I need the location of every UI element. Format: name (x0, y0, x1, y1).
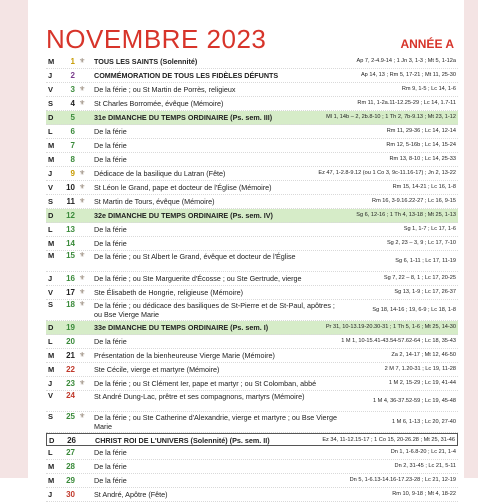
readings-reference: Rm 16, 3-9.16.22-27 ; Lc 16, 9-15 (372, 198, 456, 204)
readings-reference: Sg 18, 14-16 ; 19, 6-9 ; Lc 18, 1-8 (372, 307, 456, 313)
day-number: 9 (70, 169, 75, 178)
month-title: NOVEMBRE 2023 (46, 24, 267, 54)
day-row (46, 300, 458, 321)
saint-icon: ⚜ (79, 252, 86, 259)
celebration-text: Ste Cécile, vierge et martyre (Mémoire) (94, 365, 220, 374)
celebration-text: De la férie ; ou Ste Marguerite d'Écosse ; ou Ste Gertrude, vierge (94, 274, 302, 283)
weekday-letter: M (48, 365, 55, 374)
saint-icon: ⚜ (79, 86, 86, 93)
day-row (46, 474, 458, 488)
day-row (46, 335, 458, 349)
weekday-letter: L (48, 448, 53, 457)
day-row (46, 391, 458, 412)
celebration-text: De la férie (94, 337, 127, 346)
day-number: 23 (66, 379, 75, 388)
day-row (46, 237, 458, 251)
saint-icon: ⚜ (79, 184, 86, 191)
day-number: 25 (66, 412, 75, 421)
weekday-letter: M (48, 462, 55, 471)
celebration-text: COMMÉMORATION DE TOUS LES FIDÈLES DÉFUNTS (94, 71, 279, 80)
readings-reference: Dn 2, 31-45 ; Lc 21, 5-11 (394, 463, 456, 469)
celebration-text: De la férie ; ou dédicace des basiliques de St-Pierre et de St-Paul, apôtres ; ou Bse Vierge Marie (94, 301, 335, 319)
readings-reference: Rm 13, 8-10 ; Lc 14, 25-33 (389, 156, 456, 162)
weekday-letter: J (48, 274, 53, 283)
day-row (46, 321, 458, 335)
readings-reference: Sg 6, 12-16 ; 1 Th 4, 13-18 ; Mt 25, 1-13 (356, 212, 456, 218)
celebration-text: De la férie (94, 155, 127, 164)
day-number: 5 (70, 113, 75, 122)
day-row (46, 223, 458, 237)
celebration-text: 32e DIMANCHE DU TEMPS ORDINAIRE (Ps. sem. IV) (94, 211, 273, 220)
day-number: 15 (66, 251, 75, 260)
readings-reference: Ap 14, 13 ; Rm 5, 17-21 ; Mt 11, 25-30 (360, 72, 456, 78)
celebration-text: St Martin de Tours, évêque (Mémoire) (94, 197, 215, 206)
celebration-text: De la férie (94, 476, 127, 485)
left-margin-band (0, 0, 28, 478)
day-row (46, 83, 458, 97)
readings-reference: Sg 2, 23 – 3, 9 ; Lc 17, 7-10 (386, 240, 456, 246)
readings-reference: Pr 31, 10-13.19-20.30-31 ; 1 Th 5, 1-6 ; Mt 25, 14-30 (325, 324, 456, 330)
weekday-letter: S (48, 197, 54, 206)
readings-reference: Sg 7, 22 – 8, 1 ; Lc 17, 20-25 (383, 275, 456, 281)
celebration-text: De la férie ; ou St Martin de Porrès, religieux (94, 85, 236, 94)
weekday-letter: M (48, 476, 55, 485)
weekday-letter: M (48, 57, 55, 66)
day-number: 22 (66, 365, 75, 374)
day-row (46, 286, 458, 300)
saint-icon: ⚜ (79, 100, 86, 107)
day-row (46, 167, 458, 181)
weekday-letter: M (48, 239, 55, 248)
day-number: 27 (66, 448, 75, 457)
saint-icon: ⚜ (79, 380, 86, 387)
day-row (46, 97, 458, 111)
day-row (46, 488, 458, 502)
calendar-header (46, 24, 454, 54)
readings-reference: Ml 1, 14b – 2, 2b.8-10 ; 1 Th 2, 7b-9.13 ; Mt 23, 1-12 (326, 114, 456, 120)
day-number: 26 (67, 436, 76, 445)
weekday-letter: V (48, 391, 54, 400)
celebration-text: De la férie (94, 141, 127, 150)
readings-reference: Sg 6, 1-11 ; Lc 17, 11-19 (395, 258, 456, 264)
day-number: 7 (70, 141, 75, 150)
day-number: 8 (70, 155, 75, 164)
readings-reference: Za 2, 14-17 ; Mt 12, 46-50 (391, 352, 456, 358)
readings-reference: Ap 7, 2-4.9-14 ; 1 Jn 3, 1-3 ; Mt 5, 1-12a (356, 58, 456, 64)
celebration-text: Dédicace de la basilique du Latran (Fête) (94, 169, 226, 178)
liturgical-year: ANNÉE A (400, 37, 454, 51)
day-number: 14 (66, 239, 75, 248)
day-row (46, 125, 458, 139)
day-row (46, 55, 458, 69)
weekday-letter: L (48, 127, 53, 136)
day-row (46, 251, 458, 272)
celebration-text: St André Dung-Lac, prêtre et ses compagnons, martyrs (Mémoire) (94, 392, 305, 401)
day-number: 13 (66, 225, 75, 234)
celebration-text: De la férie (94, 127, 127, 136)
readings-reference: 2 M 7, 1.20-31 ; Lc 19, 11-28 (384, 366, 456, 372)
weekday-letter: D (48, 323, 54, 332)
day-row (46, 139, 458, 153)
weekday-letter: D (49, 436, 55, 445)
day-number: 10 (66, 183, 75, 192)
saint-icon: ⚜ (79, 352, 86, 359)
saint-icon: ⚜ (79, 275, 86, 282)
day-number: 11 (66, 197, 75, 206)
day-number: 16 (66, 274, 75, 283)
readings-reference: Ez 34, 11-12.15-17 ; 1 Co 15, 20-26.28 ; Mt 25, 31-46 (322, 437, 455, 443)
day-row (46, 446, 458, 460)
weekday-letter: V (48, 183, 54, 192)
celebration-text: De la férie (94, 239, 127, 248)
readings-reference: Sg 1, 1-7 ; Lc 17, 1-6 (403, 226, 456, 232)
celebration-text: St André, Apôtre (Fête) (94, 490, 168, 499)
celebration-text: De la férie ; ou St Clément Ier, pape et martyr ; ou St Colomban, abbé (94, 379, 317, 388)
weekday-letter: S (48, 412, 54, 421)
day-number: 6 (70, 127, 75, 136)
saint-icon: ⚜ (79, 58, 86, 65)
day-number: 1 (70, 57, 75, 66)
celebration-text: De la férie ; ou Ste Catherine d'Alexandrie, vierge et martyre ; ou Bse Vierge Marie (94, 413, 337, 431)
day-row (46, 460, 458, 474)
weekday-letter: V (48, 85, 54, 94)
day-row (46, 209, 458, 223)
celebration-text: De la férie (94, 225, 127, 234)
day-number: 12 (66, 211, 75, 220)
day-number: 21 (66, 351, 75, 360)
readings-reference: Dn 1, 1-6.8-20 ; Lc 21, 1-4 (390, 449, 456, 455)
day-row (46, 111, 458, 125)
celebration-text: TOUS LES SAINTS (Solennité) (94, 57, 198, 66)
day-row (46, 433, 458, 446)
saint-icon: ⚜ (79, 198, 86, 205)
day-row (46, 195, 458, 209)
saint-icon: ⚜ (79, 289, 86, 296)
day-number: 2 (70, 71, 75, 80)
readings-reference: Rm 12, 5-16b ; Lc 14, 15-24 (386, 142, 456, 148)
celebration-text: St Léon le Grand, pape et docteur de l'Église (Mémoire) (94, 183, 272, 192)
weekday-letter: S (48, 99, 54, 108)
celebration-text: CHRIST ROI DE L'UNIVERS (Solennité) (Ps. sem. II) (95, 436, 270, 445)
weekday-letter: J (48, 379, 53, 388)
day-number: 24 (66, 391, 75, 400)
weekday-letter: S (48, 300, 54, 309)
weekday-letter: J (48, 490, 53, 499)
weekday-letter: M (48, 351, 55, 360)
day-number: 30 (66, 490, 75, 499)
weekday-letter: V (48, 288, 54, 297)
weekday-letter: J (48, 169, 53, 178)
weekday-letter: M (48, 251, 55, 260)
celebration-text: Présentation de la bienheureuse Vierge Marie (Mémoire) (94, 351, 275, 360)
day-number: 4 (70, 99, 75, 108)
weekday-letter: M (48, 141, 55, 150)
day-row (46, 181, 458, 195)
day-number: 29 (66, 476, 75, 485)
readings-reference: 1 M 6, 1-13 ; Lc 20, 27-40 (391, 419, 456, 425)
day-number: 19 (66, 323, 75, 332)
readings-reference: Rm 10, 9-18 ; Mt 4, 18-22 (392, 491, 456, 497)
saint-icon: ⚜ (79, 301, 86, 308)
celebration-text: De la férie (94, 462, 127, 471)
day-row (46, 377, 458, 391)
readings-reference: 1 M 4, 36-37.52-59 ; Lc 19, 45-48 (372, 398, 456, 404)
readings-reference: Dn 5, 1-6.13-14.16-17.23-28 ; Lc 21, 12-19 (349, 477, 456, 483)
right-margin-band (464, 0, 478, 478)
readings-reference: Rm 15, 14-21 ; Lc 16, 1-8 (392, 184, 456, 190)
celebration-text: Ste Élisabeth de Hongrie, religieuse (Mémoire) (94, 288, 244, 297)
celebration-text: 31e DIMANCHE DU TEMPS ORDINAIRE (Ps. sem. III) (94, 113, 273, 122)
readings-reference: Rm 9, 1-5 ; Lc 14, 1-6 (401, 86, 456, 92)
celebration-text: 33e DIMANCHE DU TEMPS ORDINAIRE (Ps. sem. I) (94, 323, 269, 332)
saint-icon: ⚜ (79, 170, 86, 177)
celebration-text: De la férie ; ou St Albert le Grand, évêque et docteur de l'Église (94, 252, 296, 261)
weekday-letter: L (48, 225, 53, 234)
celebration-text: St Charles Borromée, évêque (Mémoire) (94, 99, 224, 108)
readings-reference: Ez 47, 1-2.8-9.12 (ou 1 Co 3, 9c-11.16-17) ; Jn 2, 13-22 (318, 170, 456, 176)
readings-reference: Rm 11, 29-36 ; Lc 14, 12-14 (386, 128, 456, 134)
readings-reference: 1 M 2, 15-29 ; Lc 19, 41-44 (388, 380, 456, 386)
weekday-letter: D (48, 113, 54, 122)
day-row (46, 153, 458, 167)
day-number: 3 (70, 85, 75, 94)
day-number: 17 (66, 288, 75, 297)
weekday-letter: M (48, 155, 55, 164)
saint-icon: ⚜ (79, 413, 86, 420)
day-row (46, 69, 458, 83)
celebration-text: De la férie (94, 448, 127, 457)
weekday-letter: L (48, 337, 53, 346)
day-row (46, 349, 458, 363)
weekday-letter: J (48, 71, 53, 80)
day-row (46, 412, 458, 433)
day-number: 18 (66, 300, 75, 309)
weekday-letter: D (48, 211, 54, 220)
readings-reference: 1 M 1, 10-15.41-43.54-57.62-64 ; Lc 18, 35-43 (341, 338, 456, 344)
readings-reference: Rm 11, 1-2a.11-12.25-29 ; Lc 14, 1.7-11 (357, 100, 456, 106)
day-number: 20 (66, 337, 75, 346)
day-row (46, 272, 458, 286)
day-row (46, 363, 458, 377)
day-number: 28 (66, 462, 75, 471)
readings-reference: Sg 13, 1-9 ; Lc 17, 26-37 (394, 289, 456, 295)
day-list (46, 55, 458, 502)
